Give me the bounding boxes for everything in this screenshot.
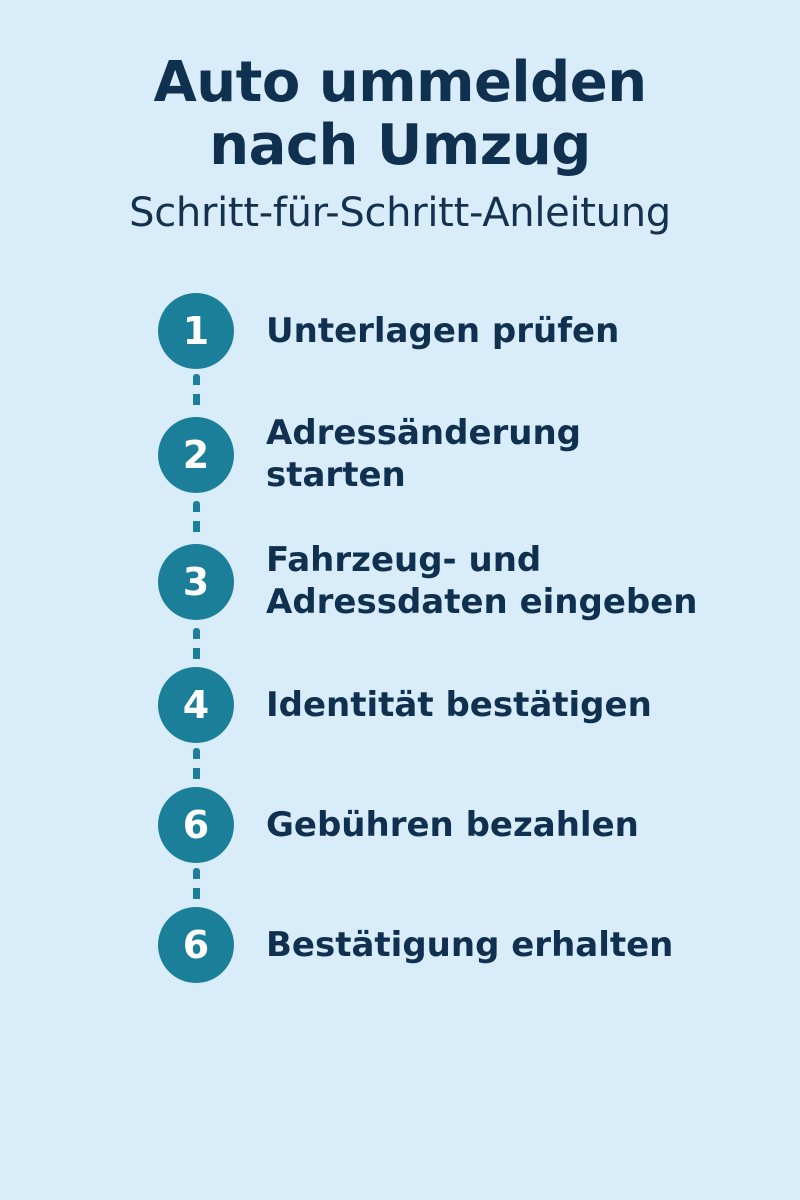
page-subtitle: Schritt-für-Schritt-Anleitung <box>129 190 671 237</box>
step-label: Identität bestätigen <box>266 684 652 725</box>
step-label: Adressänderung starten <box>266 413 582 495</box>
steps-list <box>70 293 730 983</box>
step-number-badge: 2 <box>158 417 234 493</box>
step-connector <box>158 623 234 667</box>
list-item <box>158 540 730 623</box>
step-number-badge: 6 <box>158 907 234 983</box>
list-item <box>158 413 730 496</box>
step-label: Gebühren bezahlen <box>266 804 639 845</box>
step-number-badge: 1 <box>158 293 234 369</box>
step-connector <box>158 863 234 907</box>
step-label: Fahrzeug- und Adressdaten eingeben <box>266 540 698 622</box>
dashed-line-icon <box>193 748 200 782</box>
step-label: Bestätigung erhalten <box>266 924 674 965</box>
step-number-badge: 3 <box>158 544 234 620</box>
list-item <box>158 907 730 983</box>
dashed-line-icon <box>193 868 200 902</box>
header-block <box>40 52 760 237</box>
page-title: Auto ummelden nach Umzug <box>153 50 647 178</box>
dashed-line-icon <box>193 374 200 408</box>
list-item <box>158 787 730 863</box>
step-connector <box>158 743 234 787</box>
list-item <box>158 293 730 369</box>
dashed-line-icon <box>193 628 200 662</box>
step-connector <box>158 369 234 413</box>
step-number-badge: 6 <box>158 787 234 863</box>
list-item <box>158 667 730 743</box>
dashed-line-icon <box>193 501 200 535</box>
step-number-badge: 4 <box>158 667 234 743</box>
step-label: Unterlagen prüfen <box>266 310 620 351</box>
step-connector <box>158 496 234 540</box>
